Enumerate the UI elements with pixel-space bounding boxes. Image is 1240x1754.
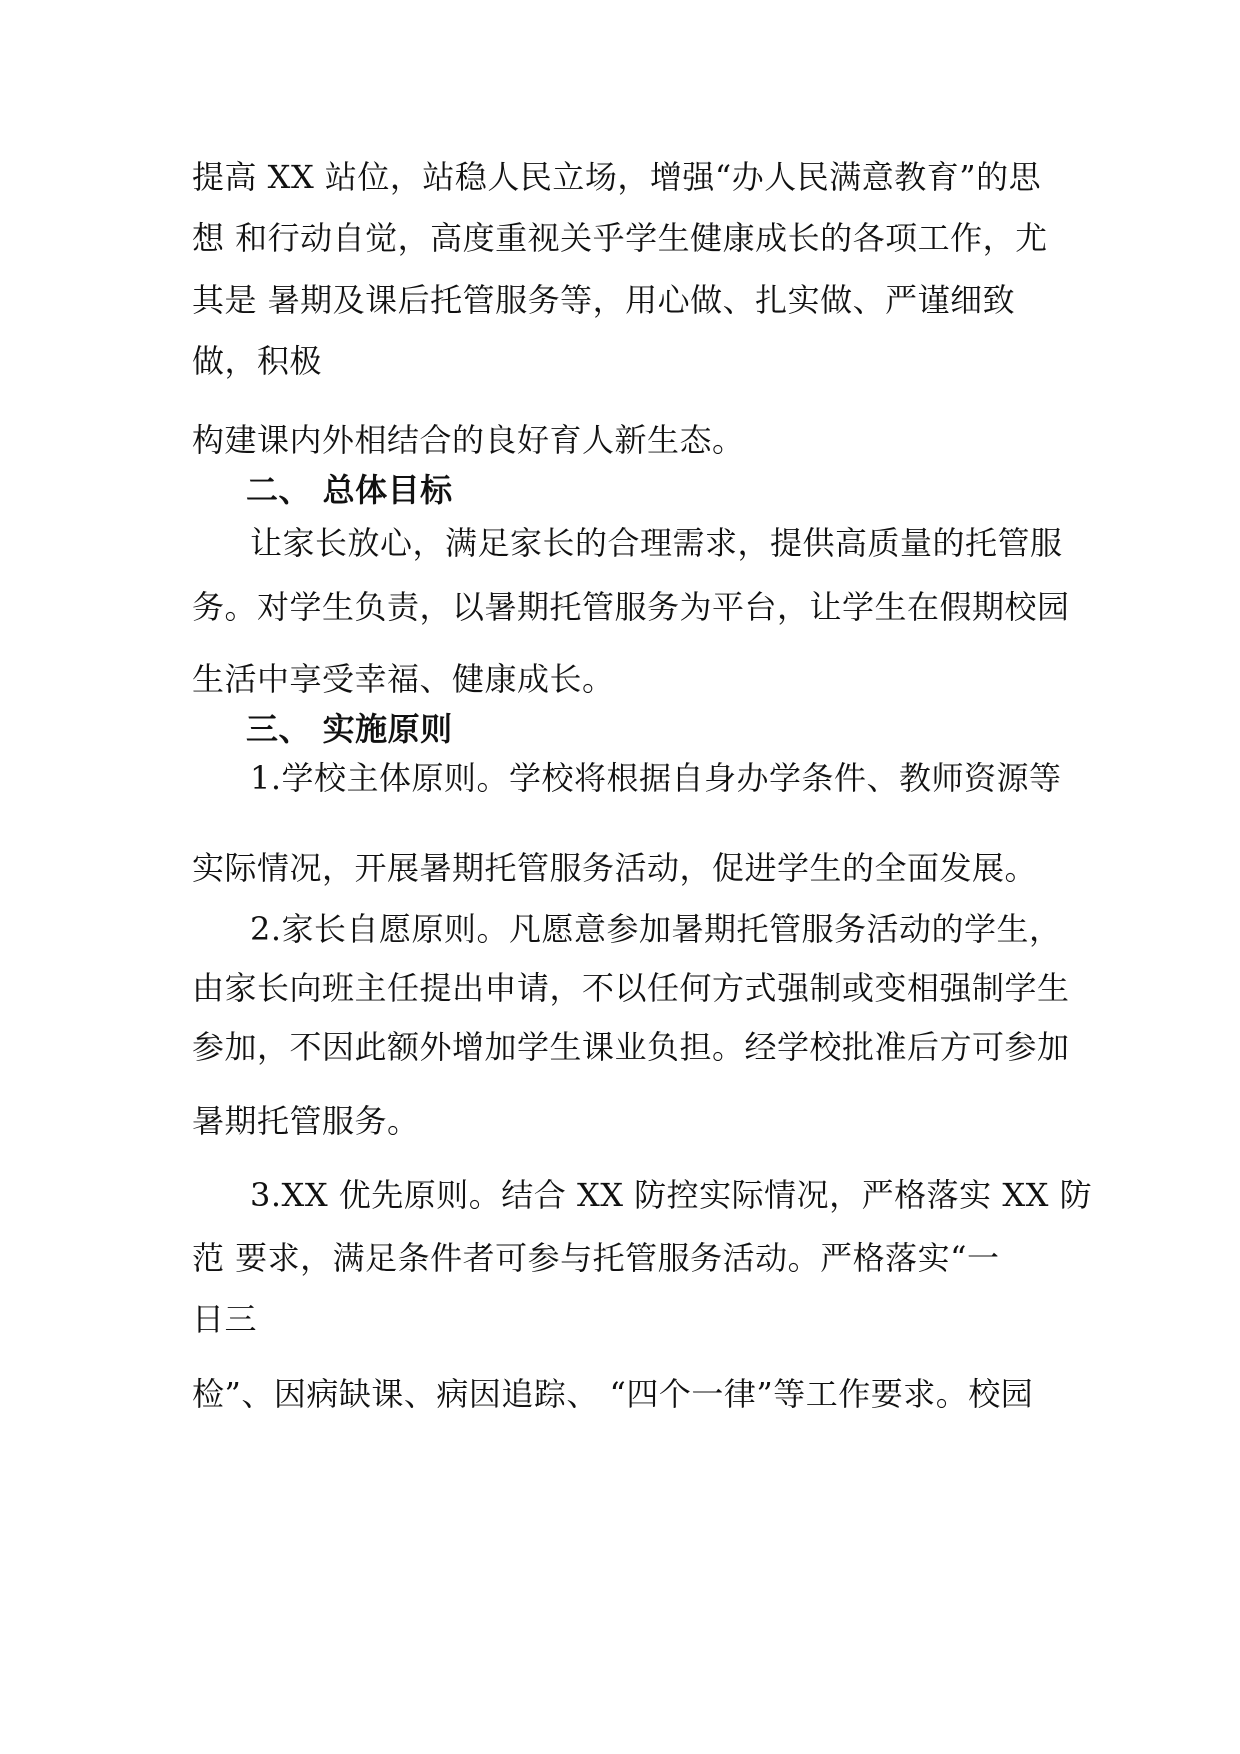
text-line: 实际情况，开展暑期托管服务活动，促进学生的全面发展。 xyxy=(192,849,1038,887)
text-line: 范 要求，满足条件者可参与托管服务活动。严格落实“一 xyxy=(192,1239,1000,1277)
text-line: 想 和行动自觉，高度重视关乎学生健康成长的各项工作，尤 xyxy=(192,219,1048,257)
section-heading-2: 二、 总体目标 xyxy=(246,471,453,509)
text-line: 其是 暑期及课后托管服务等，用心做、扎实做、严谨细致 xyxy=(192,281,1016,319)
text-line: 1.学校主体原则。学校将根据自身办学条件、教师资源等 xyxy=(250,759,1062,797)
text-line: 2.家长自愿原则。凡愿意参加暑期托管服务活动的学生， xyxy=(250,910,1062,948)
text-line: 让家长放心，满足家长的合理需求，提供高质量的托管服 xyxy=(250,524,1063,562)
text-line: 提高 XX 站位，站稳人民立场，增强“办人民满意教育”的思 xyxy=(192,158,1042,196)
text-line: 3.XX 优先原则。结合 XX 防控实际情况，严格落实 XX 防 xyxy=(250,1176,1093,1214)
text-line: 构建课内外相结合的良好育人新生态。 xyxy=(192,421,745,459)
text-line: 日三 xyxy=(192,1300,258,1338)
text-line: 参加，不因此额外增加学生课业负担。经学校批准后方可参加 xyxy=(192,1028,1070,1066)
text-line: 务。对学生负责，以暑期托管服务为平台，让学生在假期校园 xyxy=(192,588,1070,626)
text-line: 由家长向班主任提出申请，不以任何方式强制或变相强制学生 xyxy=(192,969,1070,1007)
text-line: 检”、因病缺课、病因追踪、 “四个一律”等工作要求。校园 xyxy=(192,1375,1034,1413)
text-line: 做，积极 xyxy=(192,342,323,380)
section-heading-3: 三、 实施原则 xyxy=(246,710,453,748)
text-line: 暑期托管服务。 xyxy=(192,1102,420,1140)
text-line: 生活中享受幸福、健康成长。 xyxy=(192,660,615,698)
